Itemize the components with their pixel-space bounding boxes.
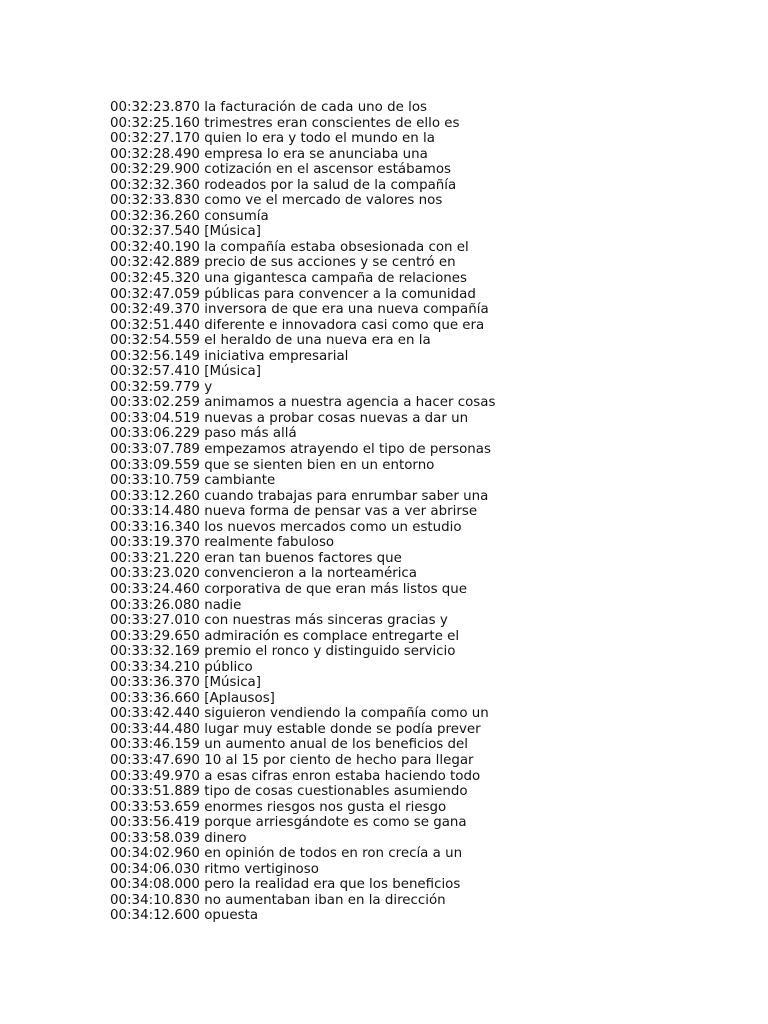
timestamp: 00:32:54.559	[110, 333, 200, 349]
caption-text: siguieron vendiendo la compañía como un	[204, 706, 489, 722]
caption-text: público	[204, 659, 253, 675]
transcript-line	[110, 566, 495, 582]
transcript-line	[110, 426, 495, 442]
timestamp: 00:33:10.759	[110, 473, 200, 489]
caption-text: lugar muy estable donde se podía prever	[204, 721, 481, 737]
transcript-line	[110, 675, 495, 691]
transcript-line	[110, 178, 495, 194]
timestamp: 00:32:45.320	[110, 271, 200, 287]
timestamp: 00:32:28.490	[110, 146, 200, 162]
caption-text: la facturación de cada uno de los	[204, 100, 427, 115]
caption-text: y	[204, 379, 213, 395]
timestamp: 00:34:06.030	[110, 861, 200, 877]
caption-text: empresa lo era se anunciaba una	[204, 146, 428, 162]
transcript-line	[110, 908, 495, 924]
transcript-line	[110, 147, 495, 163]
timestamp: 00:33:32.169	[110, 644, 200, 660]
caption-text: nadie	[204, 597, 242, 613]
caption-text: eran tan buenos factores que	[204, 550, 402, 566]
caption-text: que se sienten bien en un entorno	[204, 457, 435, 473]
timestamp: 00:33:06.229	[110, 426, 200, 442]
timestamp: 00:32:37.540	[110, 224, 200, 240]
caption-text: trimestres eran conscientes de ello es	[204, 115, 460, 131]
timestamp: 00:33:02.259	[110, 395, 200, 411]
timestamp: 00:33:12.260	[110, 488, 200, 504]
transcript-line	[110, 411, 495, 427]
caption-text: dinero	[204, 830, 247, 846]
timestamp: 00:33:29.650	[110, 628, 200, 644]
timestamp: 00:34:02.960	[110, 846, 200, 862]
timestamp: 00:33:36.370	[110, 675, 200, 691]
caption-text: inversora de que era una nueva compañía	[204, 302, 489, 318]
transcript-line	[110, 691, 495, 707]
timestamp: 00:33:34.210	[110, 659, 200, 675]
caption-text: una gigantesca campaña de relaciones	[204, 271, 467, 287]
transcript-line	[110, 753, 495, 769]
caption-text: [Música]	[204, 224, 261, 240]
caption-text: [Aplausos]	[204, 690, 275, 706]
timestamp: 00:33:42.440	[110, 706, 200, 722]
timestamp: 00:33:58.039	[110, 830, 200, 846]
caption-text: como ve el mercado de valores nos	[204, 193, 443, 209]
transcript-line	[110, 287, 495, 303]
timestamp: 00:32:33.830	[110, 193, 200, 209]
timestamp: 00:33:14.480	[110, 504, 200, 520]
transcript-line	[110, 831, 495, 847]
caption-text: consumía	[204, 208, 269, 224]
timestamp: 00:33:26.080	[110, 597, 200, 613]
transcript-line	[110, 395, 495, 411]
transcript-line	[110, 520, 495, 536]
timestamp: 00:32:23.870	[110, 100, 200, 115]
transcript-line	[110, 380, 495, 396]
transcript-line	[110, 815, 495, 831]
transcript-line	[110, 613, 495, 629]
caption-text: tipo de cosas cuestionables asumiendo	[204, 784, 468, 800]
caption-text: animamos a nuestra agencia a hacer cosas	[204, 395, 496, 411]
transcript-line	[110, 660, 495, 676]
transcript-line	[110, 271, 495, 287]
transcript-line	[110, 162, 495, 178]
caption-text: cotización en el ascensor estábamos	[204, 162, 451, 178]
transcript-line	[110, 364, 495, 380]
timestamp: 00:34:08.000	[110, 877, 200, 893]
transcript-line	[110, 800, 495, 816]
caption-text: no aumentaban iban en la dirección	[204, 892, 446, 908]
transcript-line	[110, 644, 495, 660]
transcript-line	[110, 255, 495, 271]
caption-text: pero la realidad era que los beneficios	[204, 877, 461, 893]
timestamp: 00:33:23.020	[110, 566, 200, 582]
timestamp: 00:32:42.889	[110, 255, 200, 271]
caption-text: con nuestras más sinceras gracias y	[204, 613, 448, 629]
transcript-line	[110, 116, 495, 132]
transcript-line	[110, 893, 495, 909]
caption-text: convencieron a la norteamérica	[204, 566, 417, 582]
timestamp: 00:33:49.970	[110, 768, 200, 784]
transcript-line	[110, 722, 495, 738]
transcript-line	[110, 224, 495, 240]
transcript-line	[110, 100, 495, 116]
caption-text: paso más allá	[204, 426, 297, 442]
timestamp: 00:32:40.190	[110, 239, 200, 255]
caption-text: cuando trabajas para enrumbar saber una	[204, 488, 489, 504]
caption-text: cambiante	[204, 473, 276, 489]
timestamp: 00:32:57.410	[110, 364, 200, 380]
timestamp: 00:33:21.220	[110, 550, 200, 566]
caption-text: premio el ronco y distinguido servicio	[204, 644, 456, 660]
caption-text: [Música]	[204, 364, 261, 380]
caption-text: porque arriesgándote es como se gana	[204, 815, 467, 831]
transcript-line	[110, 489, 495, 505]
timestamp: 00:33:09.559	[110, 457, 200, 473]
transcript-line	[110, 535, 495, 551]
timestamp: 00:34:10.830	[110, 892, 200, 908]
timestamp: 00:33:19.370	[110, 535, 200, 551]
timestamp: 00:32:36.260	[110, 208, 200, 224]
transcript-line	[110, 598, 495, 614]
caption-text: ritmo vertiginoso	[204, 861, 319, 877]
timestamp: 00:32:47.059	[110, 286, 200, 302]
caption-text: empezamos atrayendo el tipo de personas	[204, 442, 491, 458]
transcript-line	[110, 551, 495, 567]
caption-text: quien lo era y todo el mundo en la	[204, 131, 435, 147]
caption-text: corporativa de que eran más listos que	[204, 581, 468, 597]
caption-text: rodeados por la salud de la compañía	[204, 177, 457, 193]
timestamp: 00:33:44.480	[110, 721, 200, 737]
transcript-line	[110, 318, 495, 334]
timestamp: 00:32:32.360	[110, 177, 200, 193]
timestamp: 00:33:36.660	[110, 690, 200, 706]
caption-text: en opinión de todos en ron crecía a un	[204, 846, 463, 862]
transcript-line	[110, 302, 495, 318]
transcript-line	[110, 333, 495, 349]
timestamp: 00:32:59.779	[110, 379, 200, 395]
transcript-line	[110, 240, 495, 256]
caption-text: admiración es complace entregarte el	[204, 628, 460, 644]
transcript-line	[110, 862, 495, 878]
timestamp: 00:32:49.370	[110, 302, 200, 318]
transcript-line	[110, 784, 495, 800]
caption-text: la compañía estaba obsesionada con el	[204, 239, 469, 255]
caption-text: nuevas a probar cosas nuevas a dar un	[204, 410, 469, 426]
transcript-line	[110, 442, 495, 458]
caption-text: realmente fabuloso	[204, 535, 335, 551]
transcript-line	[110, 349, 495, 365]
caption-text: iniciativa empresarial	[204, 348, 349, 364]
caption-text: 10 al 15 por ciento de hecho para llegar	[204, 752, 474, 768]
caption-text: [Música]	[204, 675, 261, 691]
transcript-line	[110, 706, 495, 722]
caption-text: a esas cifras enron estaba haciendo todo	[204, 768, 481, 784]
caption-text: un aumento anual de los beneficios del	[204, 737, 468, 753]
timestamp: 00:33:51.889	[110, 784, 200, 800]
timestamp: 00:33:56.419	[110, 815, 200, 831]
timestamp: 00:33:07.789	[110, 442, 200, 458]
timestamp: 00:33:46.159	[110, 737, 200, 753]
timestamp: 00:33:16.340	[110, 519, 200, 535]
transcript-line	[110, 209, 495, 225]
timestamp: 00:32:29.900	[110, 162, 200, 178]
caption-text: enormes riesgos nos gusta el riesgo	[204, 799, 447, 815]
timestamp: 00:33:47.690	[110, 752, 200, 768]
timestamp: 00:32:51.440	[110, 317, 200, 333]
caption-text: nueva forma de pensar vas a ver abrirse	[204, 504, 478, 520]
timestamp: 00:32:25.160	[110, 115, 200, 131]
transcript-line	[110, 193, 495, 209]
transcript-line	[110, 629, 495, 645]
caption-text: los nuevos mercados como un estudio	[204, 519, 462, 535]
caption-text: opuesta	[204, 908, 259, 924]
transcript-list	[110, 100, 495, 924]
caption-text: públicas para convencer a la comunidad	[204, 286, 476, 302]
timestamp: 00:34:12.600	[110, 908, 200, 924]
transcript-line	[110, 504, 495, 520]
timestamp: 00:32:27.170	[110, 131, 200, 147]
transcript-line	[110, 737, 495, 753]
transcript-line	[110, 458, 495, 474]
caption-text: precio de sus acciones y se centró en	[204, 255, 456, 271]
timestamp: 00:33:04.519	[110, 410, 200, 426]
timestamp: 00:33:53.659	[110, 799, 200, 815]
timestamp: 00:33:27.010	[110, 613, 200, 629]
timestamp: 00:32:56.149	[110, 348, 200, 364]
timestamp: 00:33:24.460	[110, 581, 200, 597]
transcript-line	[110, 877, 495, 893]
transcript-line	[110, 582, 495, 598]
transcript-line	[110, 131, 495, 147]
transcript-line	[110, 473, 495, 489]
caption-text: diferente e innovadora casi como que era	[204, 317, 485, 333]
transcript-line	[110, 846, 495, 862]
caption-text: el heraldo de una nueva era en la	[204, 333, 431, 349]
transcript-line	[110, 769, 495, 785]
